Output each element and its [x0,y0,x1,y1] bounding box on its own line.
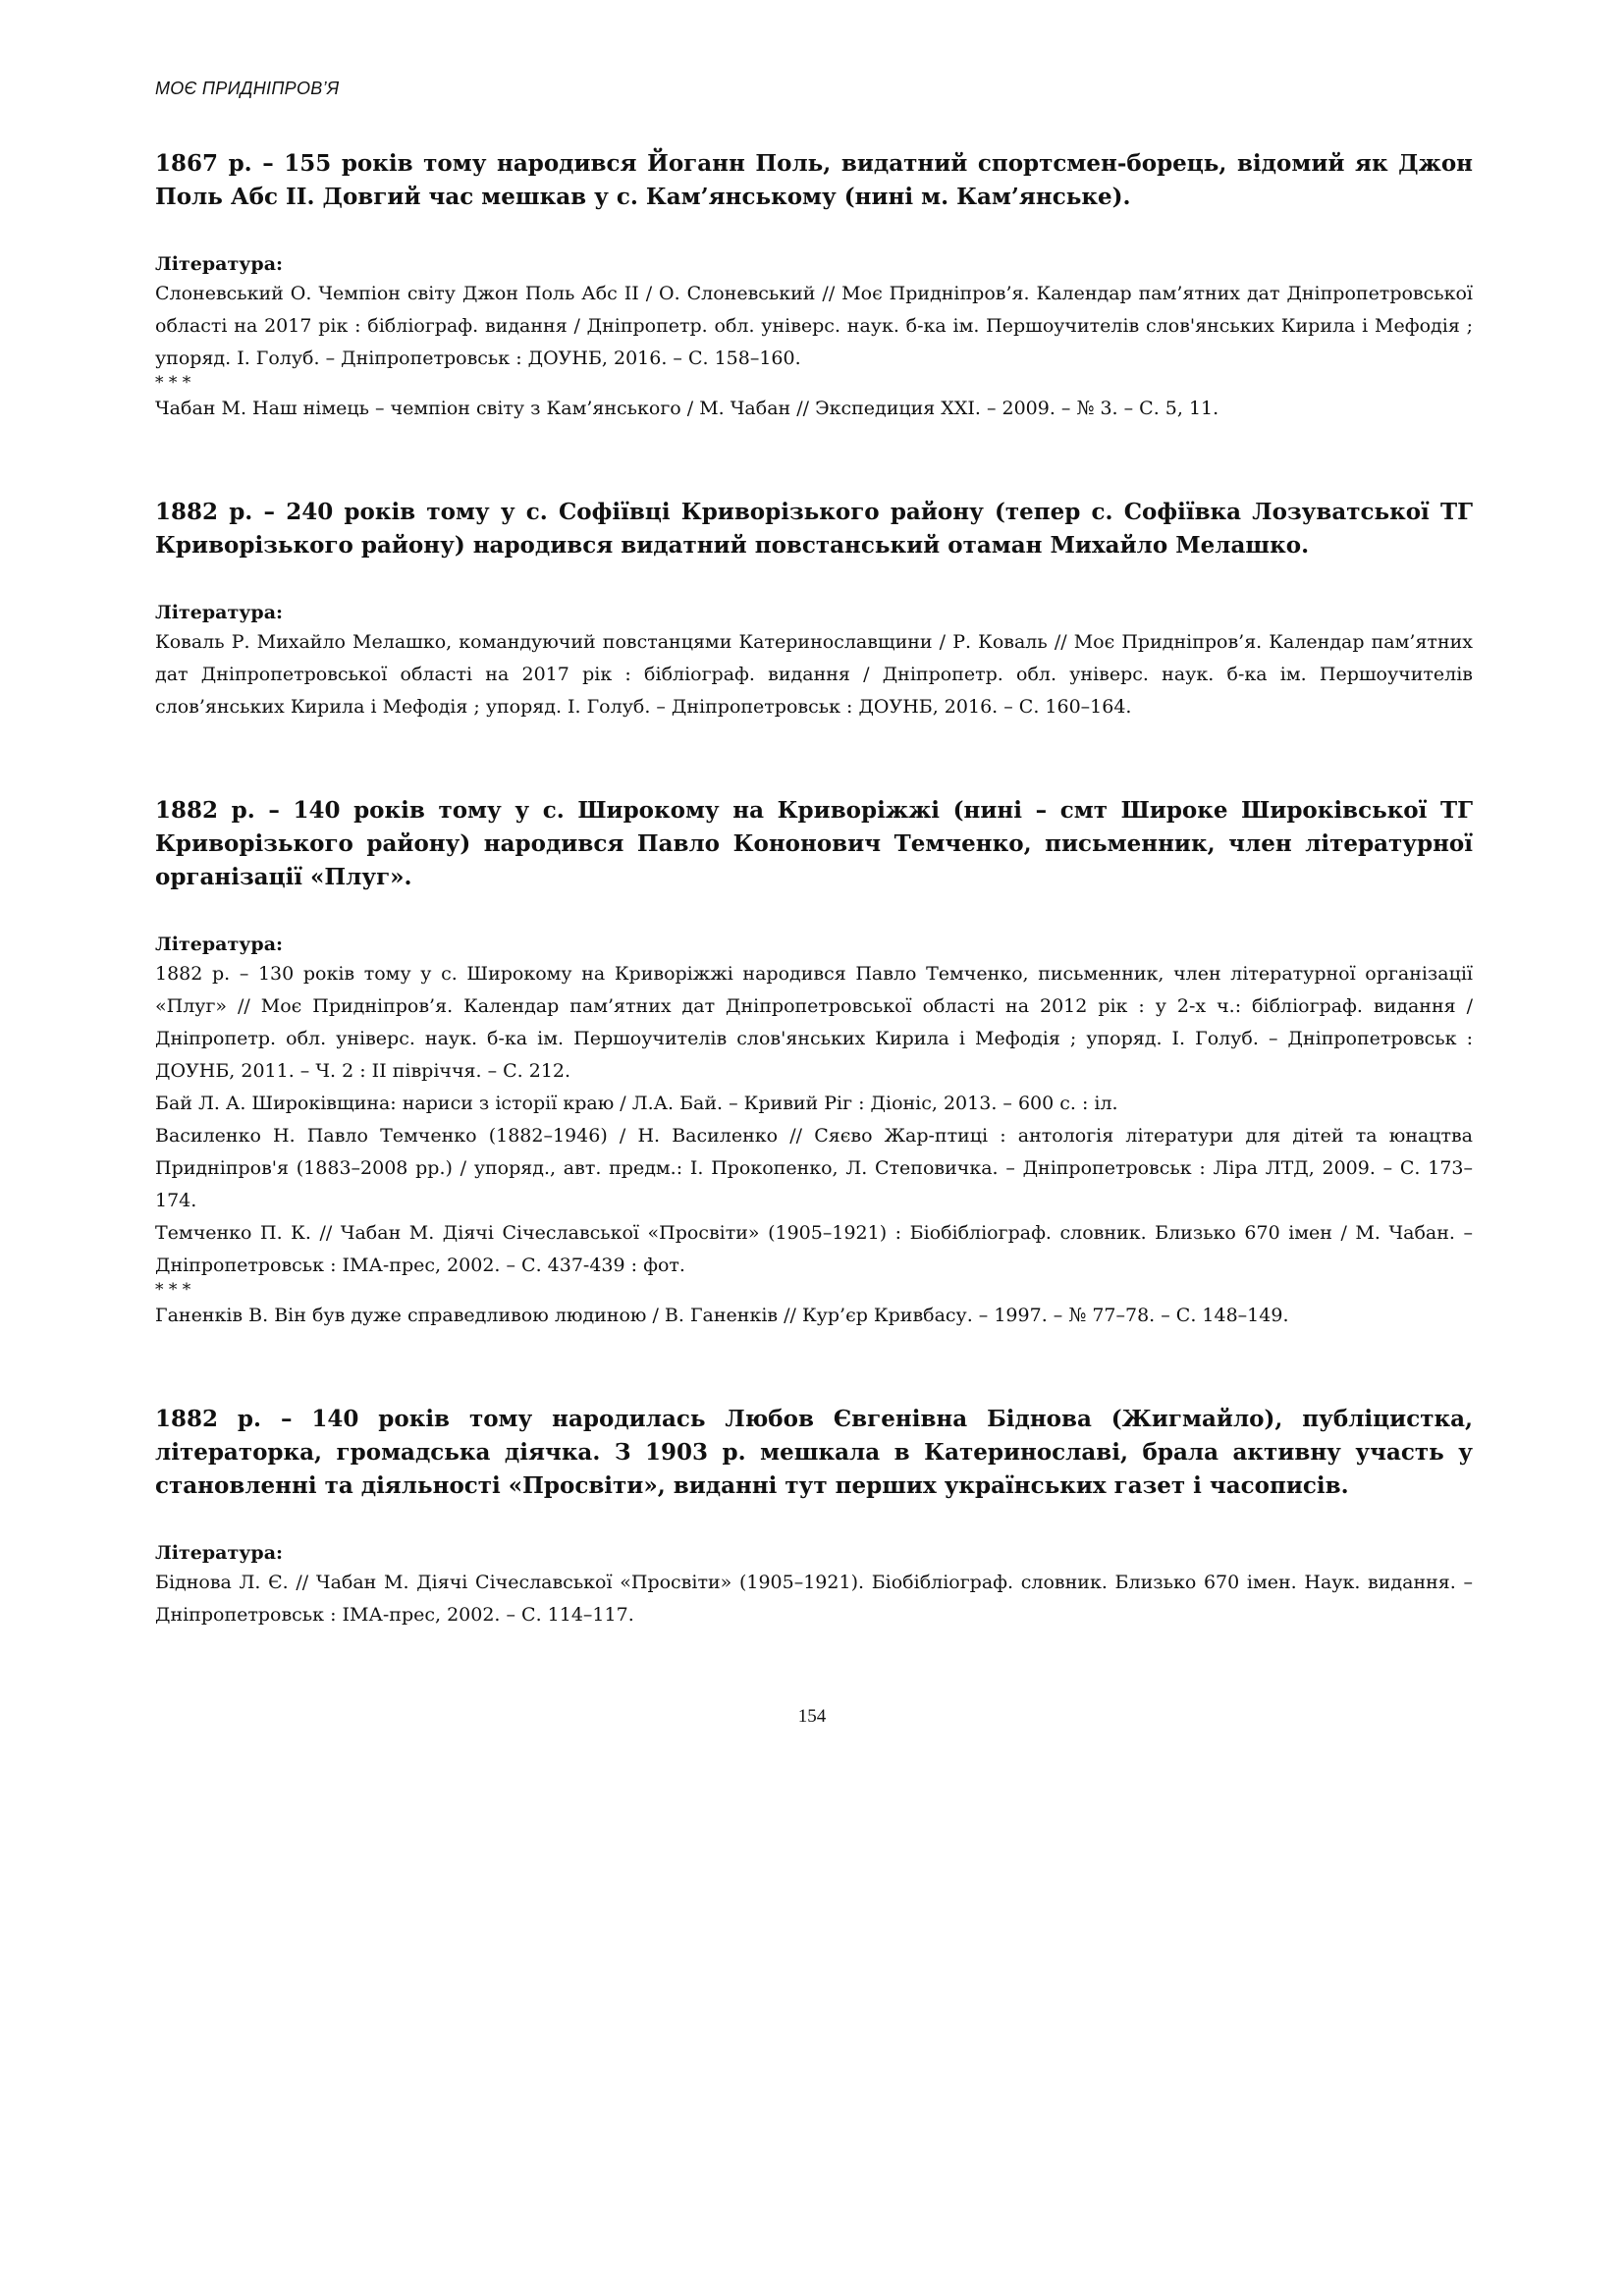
literature-label: Література: [155,602,284,623]
entry-melashko [155,496,1473,723]
reference-item: Темченко П. К. // Чабан М. Діячі Січеславської «Просвіти» (1905–1921) : Біобібліограф. словник. Близько 670 імен / М. Чабан. – Дніпропетровськ : ІМА-прес, 2002. – С. 437-439 : фот. [155,1222,1473,1276]
literature-label: Література: [155,253,284,275]
page-content [155,147,1473,1631]
section-separator: * * * [155,1280,191,1300]
reference-item: 1882 р. – 130 років тому у с. Широкому на Криворіжжі народився Павло Темченко, письменник, член літературної організації «Плуг» // Моє Придніпров’я. Календар пам’ятних дат Дніпропетровської області на 2012 рік : у 2-х ч.: бібліограф. видання / Дніпропетр. обл. універс. наук. б-ка ім. Першоучителів слов'янських Кирила і Мефодія ; упоряд. І. Голуб. – Дніпропетровськ : ДОУНБ, 2011. – Ч. 2 : ІІ півріччя. – С. 212. [155,963,1473,1082]
reference-item: Біднова Л. Є. // Чабан М. Діячі Січеславської «Просвіти» (1905–1921). Біобібліограф. словник. Близько 670 імен. Наук. видання. – Дніпропетровськ : ІМА-прес, 2002. – С. 114–117. [155,1572,1473,1626]
literature-label: Література: [155,1542,284,1564]
entry-bidnova [155,1403,1473,1631]
reference-item: Ганенків В. Він був дуже справедливою людиною / В. Ганенків // Кур’єр Кривбасу. – 1997. – № 77–78. – С. 148–149. [155,1305,1289,1326]
entry-temchenko [155,794,1473,1332]
entry-pohl [155,147,1473,425]
reference-item: Слоневський О. Чемпіон світу Джон Поль Абс ІІ / О. Слоневський // Моє Придніпров’я. Календар пам’ятних дат Дніпропетровської області на 2017 рік : бібліограф. видання / Дніпропетр. обл. універс. наук. б-ка ім. Першоучителів слов'янських Кирила і Мефодія ; упоряд. І. Голуб. – Дніпропетровськ : ДОУНБ, 2016. – С. 158–160. [155,283,1473,369]
entry-heading: 1867 р. – 155 років тому народився Йоганн Поль, видатний спортсмен-борець, відомий як Джон Поль Абс ІІ. Довгий час мешкав у с. Кам’янському (нині м. Кам’янське). [155,150,1473,210]
literature-label: Література: [155,934,284,955]
entry-heading: 1882 р. – 140 років тому у с. Широкому на Криворіжжі (нині – смт Широке Широківської ТГ Криворізького району) народився Павло Кононович Темченко, письменник, член літературної організації «Плуг». [155,797,1473,890]
running-head: МОЄ ПРИДНІПРОВ’Я [155,79,340,98]
section-separator: * * * [155,373,191,393]
reference-item: Бай Л. А. Широківщина: нариси з історії краю / Л.А. Бай. – Кривий Ріг : Діоніс, 2013. – 600 с. : іл. [155,1093,1118,1114]
page-number: 154 [797,1706,827,1727]
reference-item: Василенко Н. Павло Темченко (1882–1946) / Н. Василенко // Сяєво Жар-птиці : антологія літератури для дітей та юнацтва Придніпров'я (1883–2008 рр.) / упоряд., авт. предм.: І. Прокопенко, Л. Степовичка. – Дніпропетровськ : Ліра ЛТД, 2009. – С. 173–174. [155,1125,1473,1211]
entry-heading: 1882 р. – 140 років тому народилась Любов Євгенівна Біднова (Жигмайло), публіцистка, літераторка, громадська діячка. З 1903 р. мешкала в Катеринославі, брала активну участь у становленні та діяльності «Просвіти», виданні тут перших українських газет і часописів. [155,1406,1473,1499]
reference-item: Коваль Р. Михайло Мелашко, командуючий повстанцями Катеринославщини / Р. Коваль // Моє Придніпров’я. Календар пам’ятних дат Дніпропетровської області на 2017 рік : бібліограф. видання / Дніпропетр. обл. універс. наук. б-ка ім. Першоучителів слов’янських Кирила і Мефодія ; упоряд. І. Голуб. – Дніпропетровськ : ДОУНБ, 2016. – С. 160–164. [155,631,1473,718]
entry-heading: 1882 р. – 240 років тому у с. Софіївці Криворізького району (тепер с. Софіївка Лозуватської ТГ Криворізького району) народився видатний повстанський отаман Михайло Мелашко. [155,499,1473,559]
reference-item: Чабан М. Наш німець – чемпіон світу з Кам’янського / М. Чабан // Экспедиция XXI. – 2009. – № 3. – С. 5, 11. [155,398,1219,419]
